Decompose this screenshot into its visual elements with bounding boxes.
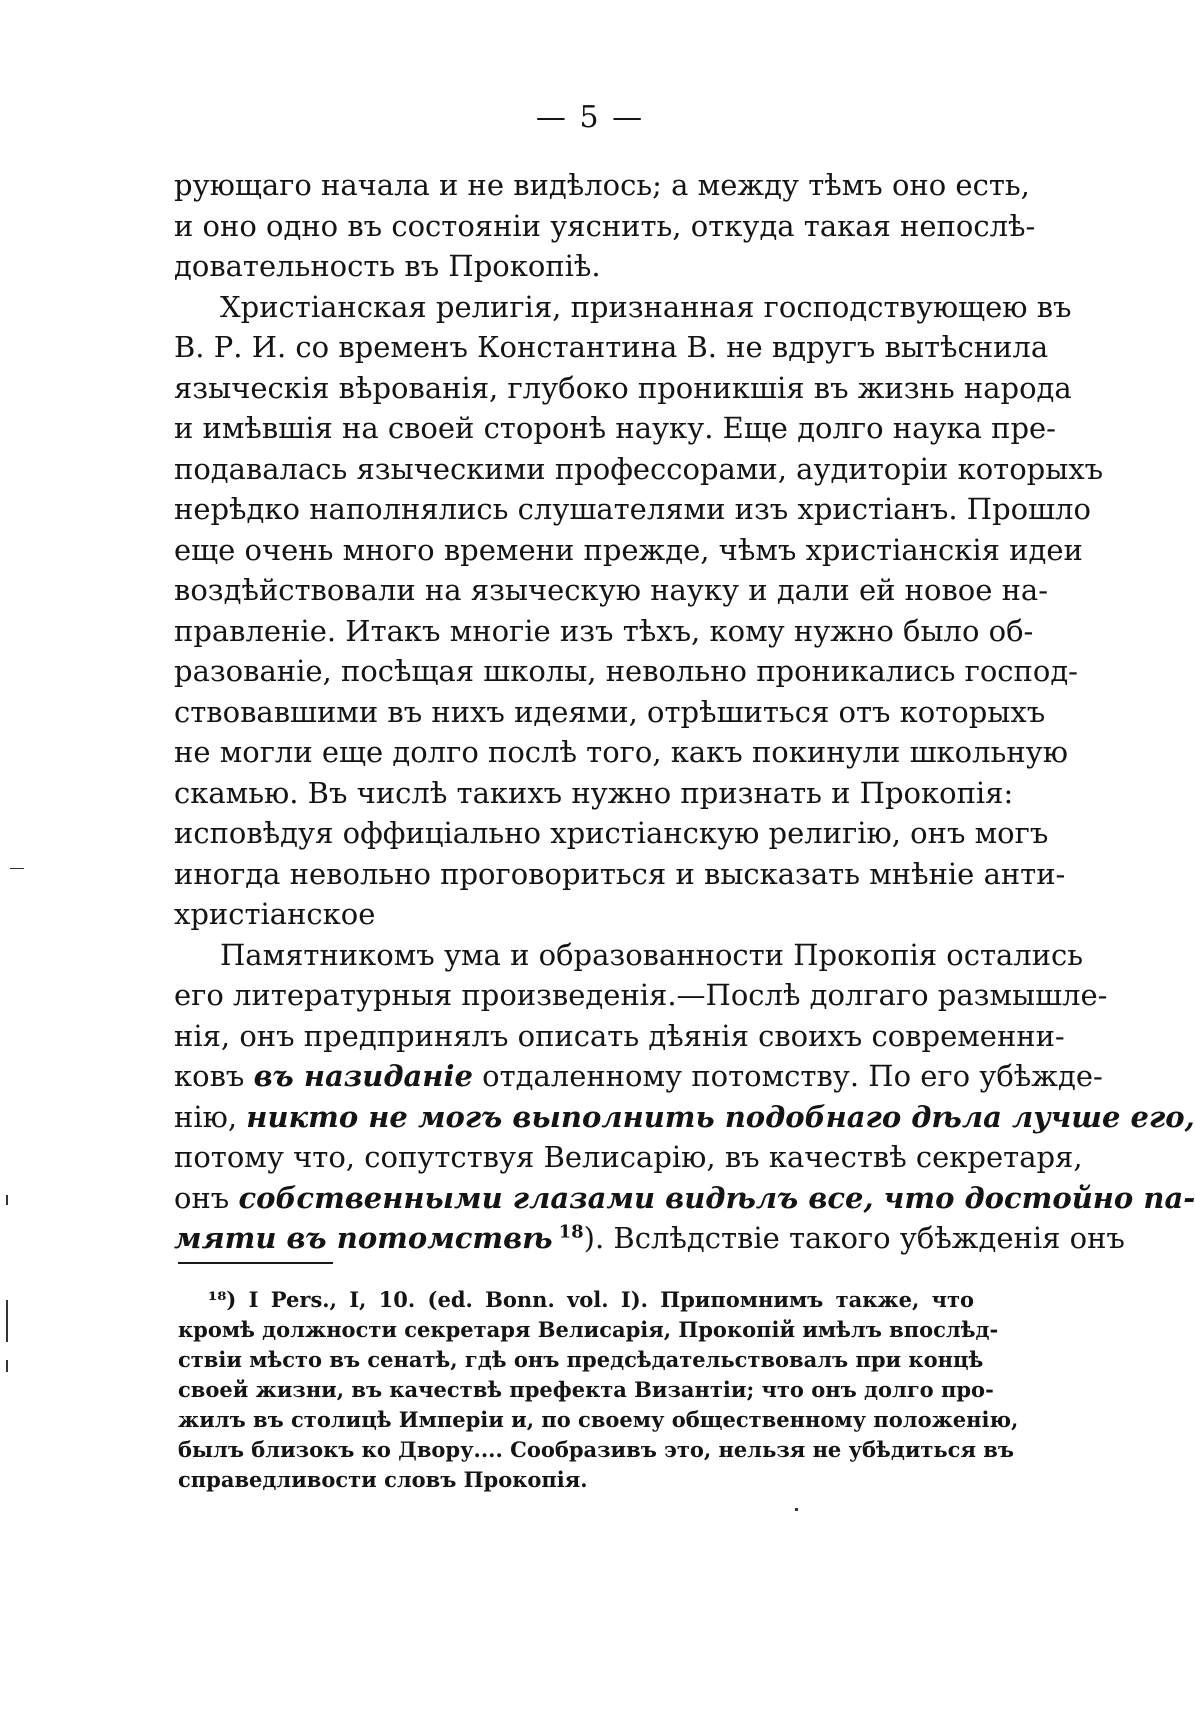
text-line: скамью. Въ числѣ такихъ нужно признать и Прокопія: [174,775,1014,810]
text-span: нію, [174,1099,238,1134]
text-line: довательность въ Прокопіѣ. [174,249,601,283]
scan-mark [795,1508,798,1511]
text-line: исповѣдуя оффиціально христіанскую религію, онъ могъ [174,816,1049,850]
text-line: нія, онъ предпринялъ описать дѣянія своихъ современни- [174,1018,1065,1053]
emphasized-text: собственными глазами видѣлъ все, что достойно па- [238,1180,1195,1215]
text-line: христіанское [174,897,376,931]
text-line: еще очень много времени прежде, чѣмъ христіанскія идеи [174,532,1083,567]
scan-mark [6,1300,8,1342]
text-line: языческія вѣрованія, глубоко проникшія въ жизнь народа [174,370,1072,405]
text-line [174,1056,1103,1097]
footnote-line: ¹⁸) I Pers., I, 10. (ed. Bonn. vol. I). Припомнимъ также, что [208,1287,974,1312]
text-line: ствовавшими въ нихъ идеями, отрѣшиться отъ которыхъ [174,694,1046,729]
text-line [174,1178,1195,1219]
scan-mark [6,1360,8,1372]
page-number: — 5 — [535,100,645,135]
footnote-line: былъ близокъ ко Двору.... Сообразивъ это, нельзя не убѣдиться въ [178,1437,1014,1462]
text-line: и имѣвшія на своей сторонѣ науку. Еще долго наука пре- [174,411,1056,445]
footnote-reference[interactable]: 18 [558,1221,584,1243]
text-line [174,1097,1195,1138]
footnote-line: своей жизни, въ качествѣ префекта Византіи; что онъ долго про- [178,1377,994,1402]
text-line: В. Р. И. со временъ Константина В. не вдругъ вытѣснила [174,330,1049,364]
text-line: воздѣйствовали на языческую науку и дали ей новое на- [174,573,1049,607]
text-line: и оно одно въ состояніи уяснить, откуда такая непослѣ- [174,208,1036,243]
footnote [178,1285,1019,1495]
text-line [174,1218,1125,1259]
text-line: Памятникомъ ума и образованности Прокопія остались [220,937,1084,972]
footnote-line: ствіи мѣсто въ сенатѣ, гдѣ онъ предсѣдательствовалъ при концѣ [178,1347,984,1372]
text-line: его литературныя произведенія.—Послѣ долгаго размышле- [174,978,1108,1012]
text-line: не могли еще долго послѣ того, какъ покинули школьную [174,735,1068,769]
footnote-line: кромѣ должности секретаря Велисарія, Прокопій имѣлъ впослѣд- [178,1317,999,1342]
text-line: нерѣдко наполнялись слушателями изъ христіанъ. Прошло [174,492,1091,526]
text-line: подавалась языческими профессорами, аудиторіи которыхъ [174,451,1104,486]
main-text [174,165,1195,1259]
text-span: ). Вслѣдствіе такого убѣжденія онъ [583,1221,1125,1255]
scan-mark [6,1195,8,1205]
scan-mark [10,868,24,869]
text-line: рующаго начала и не видѣлось; а между тѣмъ оно есть, [174,168,1030,202]
text-line: иногда невольно проговориться и высказать мнѣніе анти- [174,856,1066,891]
emphasized-text: никто не могъ выполнить подобнаго дѣла лучше его, [246,1099,1195,1134]
text-span: отдаленному потомству. По его убѣжде- [482,1059,1103,1093]
footnote-line: жилъ въ столицѣ Имперіи и, по своему общественному положенію, [178,1407,1019,1432]
footnote-line: справедливости словъ Прокопія. [178,1467,588,1492]
footnote-separator [178,1262,333,1264]
emphasized-text: мяти въ потомствѣ [174,1221,553,1255]
emphasized-text: въ назиданіе [253,1059,473,1093]
text-line: Христіанская религія, признанная господствующею въ [220,289,1072,324]
text-line: разованіе, посѣщая школы, невольно проникались господ- [174,654,1078,688]
text-line: правленіе. Итакъ многіе изъ тѣхъ, кому нужно было об- [174,613,1034,648]
text-line: потому что, сопутствуя Велисарію, въ качествѣ секретаря, [174,1140,1083,1174]
text-span: онъ [174,1180,230,1215]
text-span: ковъ [174,1059,245,1093]
